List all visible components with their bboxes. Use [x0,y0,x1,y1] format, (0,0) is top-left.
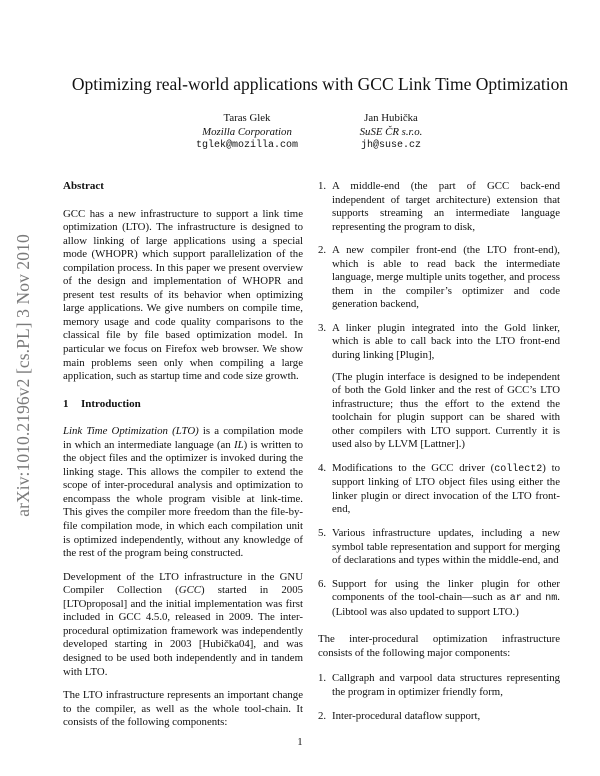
il-term: IL [233,438,244,451]
abstract-heading: Abstract [63,180,104,192]
list-text: A linker plugin integrated into the Gold linker, which is able to call back into the LTO front-end during linking [Plugin], [332,321,560,362]
list-item [318,710,560,724]
author-email: jh@suse.cz [360,140,421,151]
lto-term: Link Time Optimization (LTO) [63,425,199,438]
list-text: A new compiler front-end (the LTO front-end), which is able to read back the intermediate language, merge multiple units together, and process them in the compiler’s optimizer and code generation backend, [332,244,560,311]
right-column [318,180,560,733]
intro-paragraph-3: The LTO infrastructure represents an important change to the compiler, as well as the whole tool-chain. It consists of the following components: [63,689,303,729]
section-heading-introduction [63,398,303,412]
arxiv-stamp [8,195,38,555]
code-collect2: collect2 [494,463,543,475]
list-number: 6. [318,577,327,590]
abstract-text: GCC has a new infrastructure to support a link time optimization (LTO). The infrastructure is designed to allow linking of large applications using a special mode (WHOPR) which support parallelization of the compilation process. In this paper we present overview of the design and implementation of WHOPR and present test results of its behavior when optimizing large applications. We give numbers on compile time, memory usage and code quality comparisons to the classical file by file based optimization model. In particular we focus on Firefox web browser. We show main problems seen only when compiling a large application, such as startup time and code size growth. [63,207,303,383]
code-nm: nm [545,593,558,605]
list-text: Inter-procedural dataflow support, [332,709,481,722]
list-number: 4. [318,461,327,474]
list-number: 1. [318,180,327,192]
list-number: 5. [318,527,327,540]
list-item [318,244,560,312]
list-item [318,462,560,517]
list-number: 3. [318,321,327,334]
section-number: 1 [63,397,69,410]
list-text: Callgraph and varpool data structures representing the program in optimizer friendly form, [332,672,560,698]
list-item [318,527,560,568]
gcc-term: GCC [178,584,201,597]
major-components-list [318,672,560,723]
list-text: A middle-end (the part of GCC back-end independent of target architecture) extension that supports streaming an intermediate language representing the program to disk, [332,180,560,233]
list-text: . (Libtool was also updated to support LTO.) [332,591,560,618]
author-name: Jan Hubička [364,112,418,124]
list-item [318,322,560,452]
code-ar: ar [509,593,522,605]
page-number: 1 [297,736,303,748]
text-run: ) is written to the object files and the optimizer is invoked during the linking stage. This allows the compiler to extend the scope of inter-procedural analysis and optimization to encompass the whole program visible at link-time. This gives the compiler more freedom than the file-by-file compilation mode, in which each compilation unit is optimized independently, without any knowledge of the rest of the program being constructed. [63,438,303,560]
list-text: Various infrastructure updates, including a new symbol table representation and support for merging of declarations and types within the middle-end, and [332,527,560,567]
list-number: 1. [318,672,327,685]
left-column [63,180,303,740]
text-run: is a compilation mode in which an intermediate language (an [63,425,304,451]
list-item [318,578,560,620]
paper-title: Optimizing real-world applications with GCC Link Time Optimization [71,74,569,94]
list-number: 2. [318,709,327,722]
list-item [318,672,560,699]
section-title: Introduction [81,397,141,410]
list-number: 2. [318,244,327,257]
intro-paragraph-1 [63,425,303,560]
list-text: Support for using the linker plugin for other components of the tool-chain—such as [332,577,560,604]
text-run: Development of the LTO infrastructure in the GNU Compiler Collection ( [63,570,303,597]
text-run: ) started in 2005 [LTOproposal] and the initial implementation was first included in GCC 4.5.0, released in 2009. The inter-procedural optimization framework was independently developed starting in 2003 [Hubička04], and was designed to be used both independently and in tandem with LTO. [63,584,304,678]
author-email: tglek@mozilla.com [195,140,299,151]
author-name: Taras Glek [223,112,271,124]
plugin-note: (The plugin interface is designed to be independent of both the Gold linker and the rest of GCC’s LTO infrastructure; thus the effort to the extend the toolchain for plugin support can be shared with other compilers with LTO support. Currently it is used also by LLVM [Lattner].) [332,370,560,451]
list-text: and [521,591,546,604]
lto-components-list [318,180,560,619]
list-text: Modifications to the GCC driver ( [332,461,495,474]
intro-paragraph-2 [63,571,303,679]
major-components-intro: The inter-procedural optimization infrastructure consists of the following major components: [318,633,560,659]
author-affiliation: Mozilla Corporation [202,126,292,138]
author-affiliation: SuSE ČR s.r.o. [359,126,423,138]
list-text: ) to support linking of LTO object files using either the linker plugin or direct invocation of the LTO front-end, [332,461,560,516]
author-2 [306,111,476,153]
list-item [318,180,560,234]
arxiv-id: arXiv:1010.2196v2 [cs.PL] 3 Nov 2010 [12,233,33,517]
